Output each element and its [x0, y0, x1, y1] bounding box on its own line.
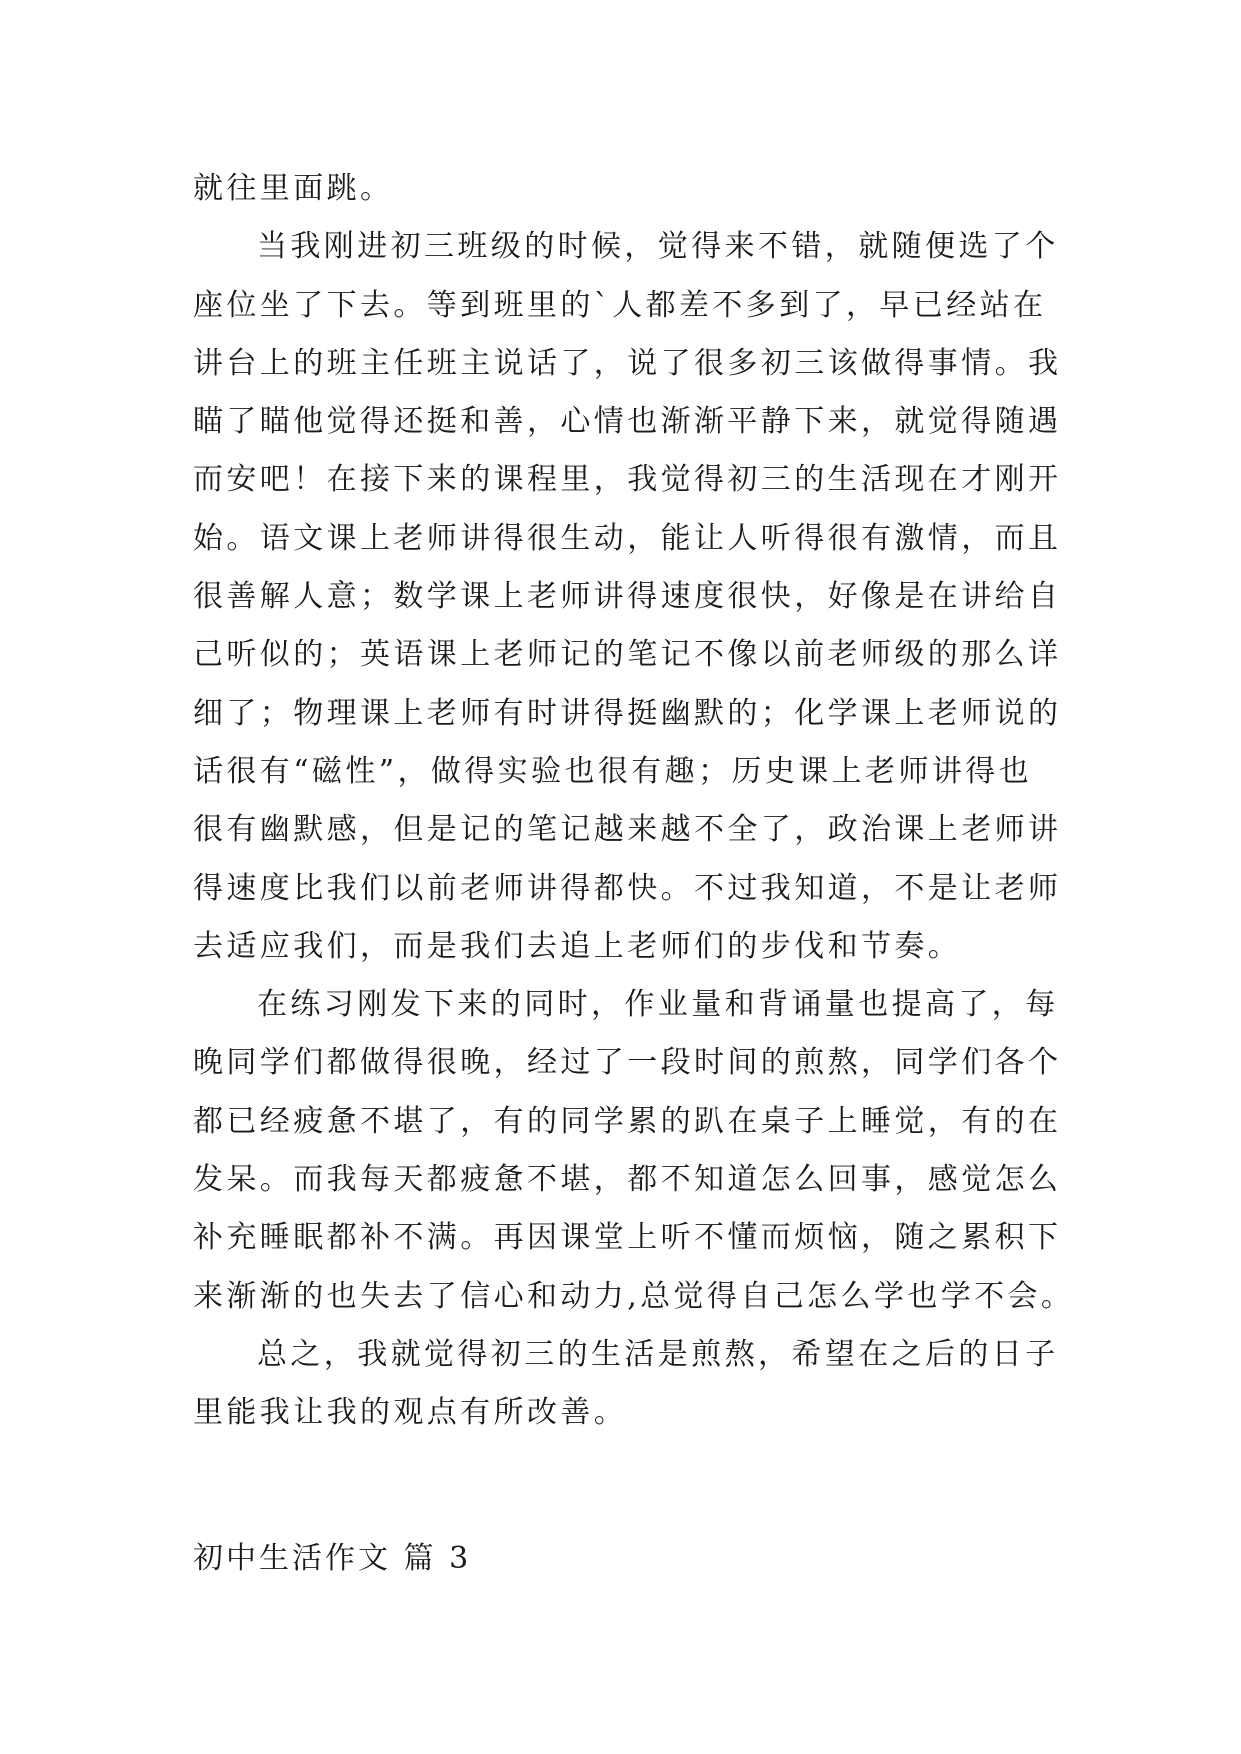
section-heading: 初中生活作文 篇 3	[193, 1540, 472, 1576]
text-line: 很有幽默感，但是记的笔记越来越不全了，政治课上老师讲	[193, 812, 1062, 848]
text-line: 就往里面跳。	[193, 171, 394, 206]
text-line: 很善解人意；数学课上老师讲得速度很快，好像是在讲给自	[193, 579, 1062, 615]
text-line: 座位坐了下去。等到班里的`人都差不多到了，早已经站在	[193, 287, 1047, 323]
text-line: 发呆。而我每天都疲惫不堪，都不知道怎么回事，感觉怎么	[193, 1162, 1062, 1198]
section-spacer	[193, 1443, 1053, 1530]
text-line: 都已经疲惫不堪了，有的同学累的趴在桌子上睡觉，有的在	[193, 1103, 1062, 1139]
text-line: 讲台上的班主任班主说话了，说了很多初三该做得事情。我	[193, 345, 1062, 381]
text-line: 在练习刚发下来的同时，作业量和背诵量也提高了，每	[257, 987, 1059, 1023]
text-line: 细了；物理课上老师有时讲得挺幽默的；化学课上老师说的	[193, 695, 1062, 731]
text-line: 去适应我们，而是我们去追上老师们的步伐和节奏。	[193, 928, 962, 964]
text-line: 当我刚进初三班级的时候，觉得来不错，就随便选了个	[257, 229, 1059, 265]
text-line: 得速度比我们以前老师讲得都快。不过我知道，不是让老师	[193, 870, 1062, 906]
document-body	[193, 160, 1075, 1588]
text-line: 己听似的；英语课上老师记的笔记不像以前老师级的那么详	[193, 637, 1062, 673]
text-line: 总之，我就觉得初三的生活是煎熬，希望在之后的日子	[257, 1336, 1059, 1372]
text-line: 来渐渐的也失去了信心和动力,总觉得自己怎么学也学不会。	[193, 1278, 1075, 1314]
text-line: 而安吧！在接下来的课程里，我觉得初三的生活现在才刚开	[193, 462, 1062, 498]
text-line: 话很有“磁性”，做得实验也很有趣；历史课上老师讲得也	[193, 753, 1033, 789]
text-line: 晚同学们都做得很晚，经过了一段时间的煎熬，同学们各个	[193, 1045, 1062, 1081]
text-line: 补充睡眠都补不满。再因课堂上听不懂而烦恼，随之累积下	[193, 1220, 1062, 1256]
text-line: 里能我让我的观点有所改善。	[193, 1395, 628, 1431]
text-line: 始。语文课上老师讲得很生动，能让人听得很有激情，而且	[193, 520, 1062, 556]
text-line: 瞄了瞄他觉得还挺和善，心情也渐渐平静下来，就觉得随遇	[193, 404, 1062, 440]
